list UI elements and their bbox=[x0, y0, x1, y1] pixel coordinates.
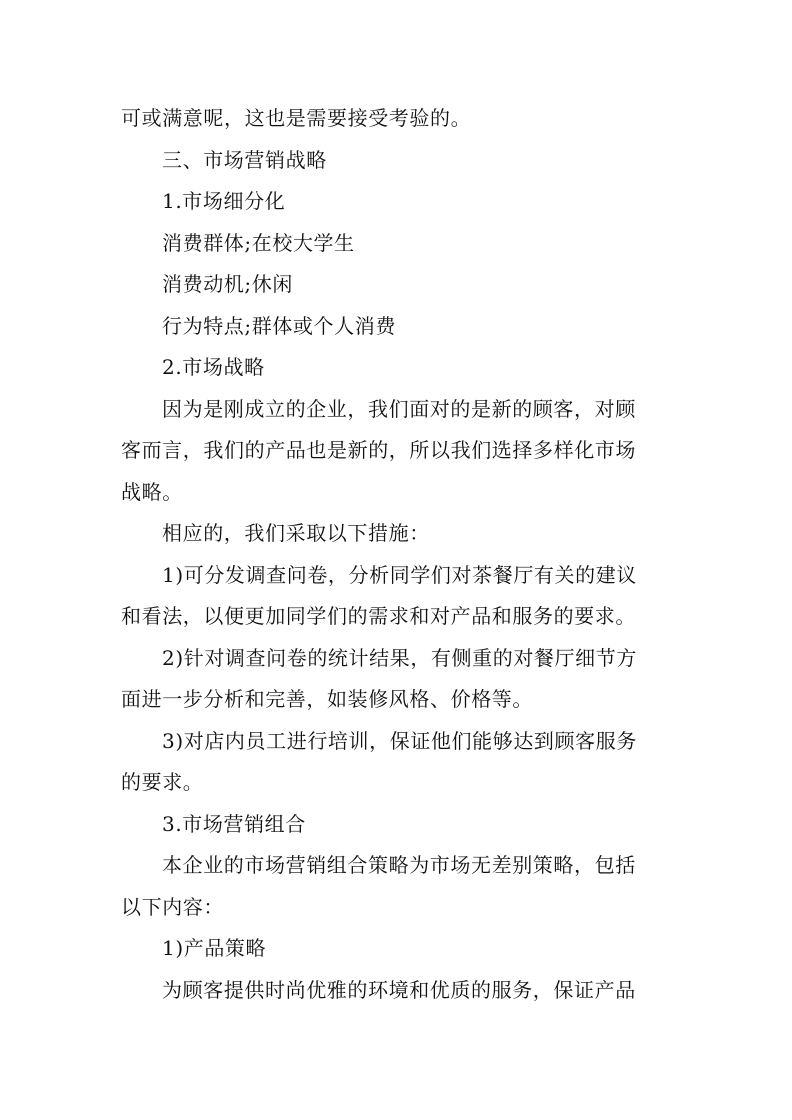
paragraph-line: 以下内容： bbox=[121, 894, 224, 919]
list-item: 3)对店内员工进行培训，保证他们能够达到顾客服务 bbox=[162, 728, 637, 753]
section-heading: 三、市场营销战略 bbox=[162, 147, 327, 172]
paragraph-line: 因为是刚成立的企业，我们面对的是新的顾客，对顾 bbox=[162, 396, 636, 421]
document-page bbox=[121, 98, 661, 1011]
paragraph-line: 本企业的市场营销组合策略为市场无差别策略，包括 bbox=[162, 853, 636, 877]
subsection-heading: 2.市场战略 bbox=[162, 355, 265, 379]
list-item: 1)产品策略 bbox=[162, 936, 267, 960]
list-item: 2)针对调查问卷的统计结果，有侧重的对餐厅细节方 bbox=[162, 645, 637, 670]
list-item-continuation: 和看法，以便更加同学们的需求和对产品和服务的要求。 bbox=[121, 604, 636, 628]
list-item-continuation: 面进一步分析和完善，如装修风格、价格等。 bbox=[121, 687, 533, 711]
subsection-heading: 3.市场营销组合 bbox=[162, 811, 306, 836]
subsection-heading: 1.市场细分化 bbox=[162, 189, 286, 213]
list-item: 消费群体;在校大学生 bbox=[162, 230, 355, 255]
paragraph-continuation: 可或满意呢，这也是需要接受考验的。 bbox=[121, 106, 472, 130]
paragraph-line: 客而言，我们的产品也是新的，所以我们选择多样化市场 bbox=[121, 438, 636, 462]
list-item: 行为特点;群体或个人消费 bbox=[162, 313, 396, 338]
paragraph-line: 战略。 bbox=[121, 479, 183, 504]
paragraph-line: 相应的，我们采取以下措施： bbox=[162, 521, 430, 545]
paragraph-line: 为顾客提供时尚优雅的环境和优质的服务，保证产品 bbox=[162, 977, 636, 1002]
list-item: 1)可分发调查问卷，分析同学们对茶餐厅有关的建议 bbox=[162, 562, 637, 587]
list-item: 消费动机;休闲 bbox=[162, 272, 293, 296]
list-item-continuation: 的要求。 bbox=[121, 770, 204, 794]
